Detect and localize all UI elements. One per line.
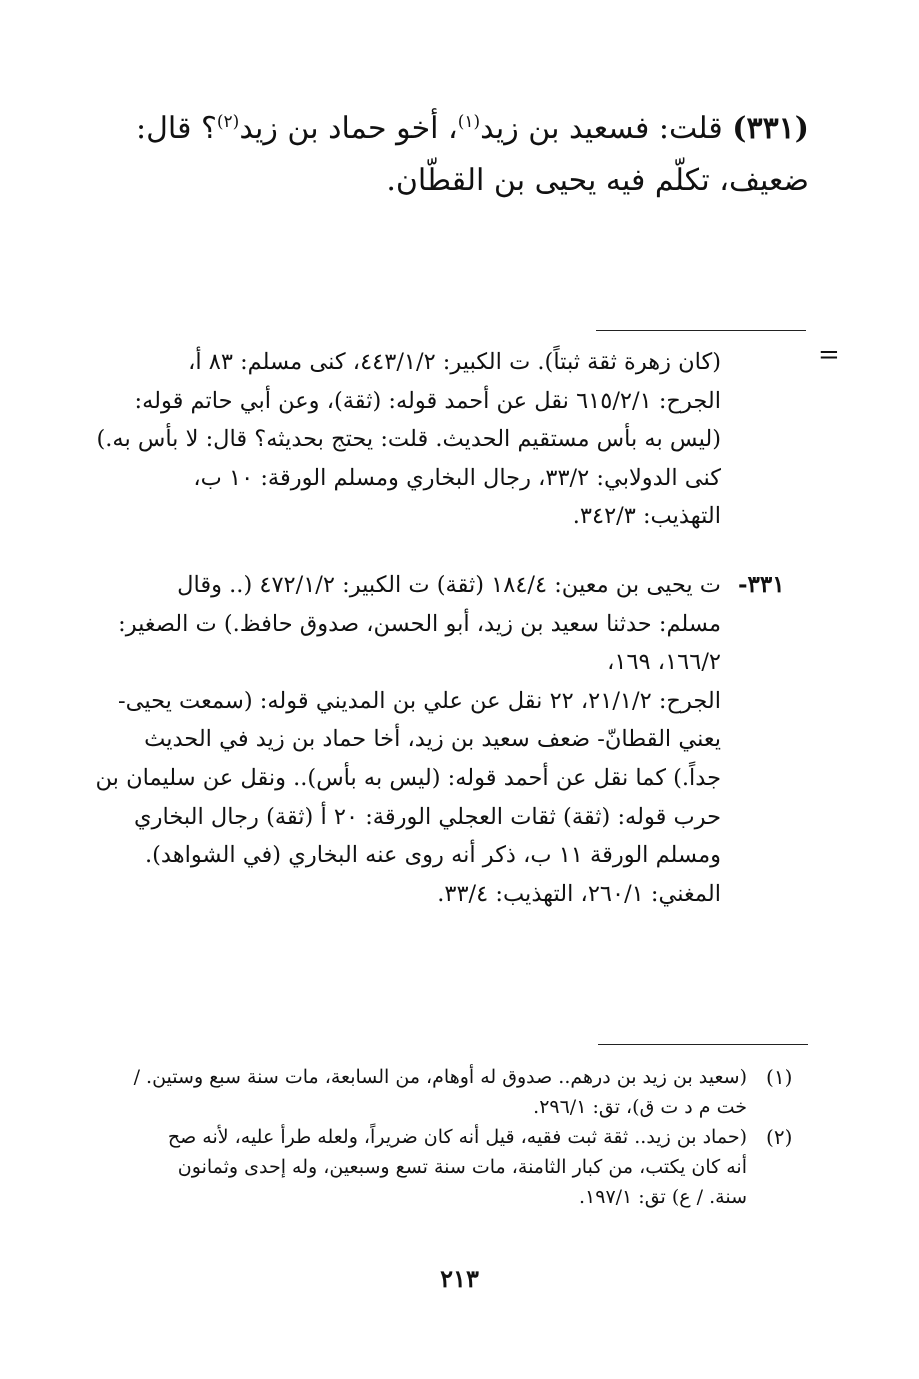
footnote-2	[87, 1122, 747, 1212]
footnote-ref-2: (٢)	[216, 112, 240, 132]
commentary-line: الجرح: ٦١٥/٢/١ نقل عن أحمد قوله: (ثقة)، وعن أبي حاتم قوله:	[134, 387, 721, 414]
commentary-line: حرب قوله: (ثقة) ثقات العجلي الورقة: ٢٠ أ (ثقة) رجال البخاري	[134, 803, 721, 830]
main-line-2: ضعيف، تكلّم فيه يحيى بن القطّان.	[386, 163, 809, 198]
commentary-line: ومسلم الورقة ١١ ب، ذكر أنه روى عنه البخاري (في الشواهد).	[144, 842, 721, 869]
footnote-line: أنه كان يكتب، من كبار الثامنة، مات سنة تسع وسبعين، وله إحدى وثمانون	[177, 1156, 747, 1178]
main-text-part-1: قلت: فسعيد بن زيد	[480, 111, 723, 146]
footnote-separator	[598, 1044, 808, 1045]
footnote-mark-1: (١)	[766, 1065, 793, 1089]
main-question	[99, 96, 809, 207]
footnote-1	[87, 1062, 747, 1122]
commentary-line: جداً.) كما نقل عن أحمد قوله: (ليس به بأس).. ونقل عن سليمان بن	[95, 764, 721, 791]
footnote-line: سنة. / ع) تق: ١٩٧/١.	[578, 1186, 747, 1208]
commentary-line: الجرح: ٢١/١/٢، ٢٢ نقل عن علي بن المديني قوله: (سمعت يحيى-	[117, 687, 721, 714]
continuation-mark: =	[818, 340, 840, 370]
commentary-line: (كان زهرة ثقة ثبتاً). ت الكبير: ٤٤٣/١/٢، كنى مسلم: ٨٣ أ،	[188, 349, 721, 375]
main-line-1	[99, 96, 809, 155]
footnote-mark-2: (٢)	[766, 1125, 793, 1149]
main-text-part-3: ؟ قال:	[136, 111, 217, 146]
commentary-block-b	[91, 566, 721, 913]
footnote-line: خت م د ت ق)، تق: ٢٩٦/١.	[533, 1096, 747, 1118]
commentary-separator	[596, 330, 806, 331]
commentary-line: المغني: ٢٦٠/١، التهذيب: ٣٣/٤.	[437, 880, 721, 907]
page-number: ٢١٣	[440, 1264, 479, 1293]
commentary-line: مسلم: حدثنا سعيد بن زيد، أبو الحسن، صدوق حافظ.) ت الصغير:	[118, 610, 721, 637]
footnote-line: (سعيد بن زيد بن درهم.. صدوق له أوهام، من السابعة، مات سنة سبع وستين. /	[133, 1066, 747, 1088]
main-text-part-2: ، أخو حماد بن زيد	[239, 111, 458, 146]
commentary-line: التهذيب: ٣٤٢/٣.	[572, 503, 721, 530]
footnote-line: (حماد بن زيد.. ثقة ثبت فقيه، قيل أنه كان ضريراً، ولعله طرأ عليه، لأنه صح	[167, 1126, 747, 1148]
commentary-line: ت يحيى بن معين: ١٨٤/٤ (ثقة) ت الكبير: ٤٧٢/١/٢ (.. وقال	[177, 572, 721, 598]
commentary-entry-number: ٣٣١-	[738, 571, 785, 598]
footnote-ref-1: (١)	[457, 112, 481, 132]
question-number: (٣٣١)	[732, 111, 809, 146]
commentary-block-a	[91, 343, 721, 536]
commentary-line: يعني القطانّ- ضعف سعيد بن زيد، أخا حماد بن زيد في الحديث	[144, 726, 721, 753]
commentary-line: ١٦٦/٢، ١٦٩،	[607, 649, 721, 676]
commentary-line: (ليس به بأس مستقيم الحديث. قلت: يحتج بحديثه؟ قال: لا بأس به.)	[96, 426, 721, 453]
commentary-line: كنى الدولابي: ٣٣/٢، رجال البخاري ومسلم الورقة: ١٠ ب،	[193, 464, 721, 491]
